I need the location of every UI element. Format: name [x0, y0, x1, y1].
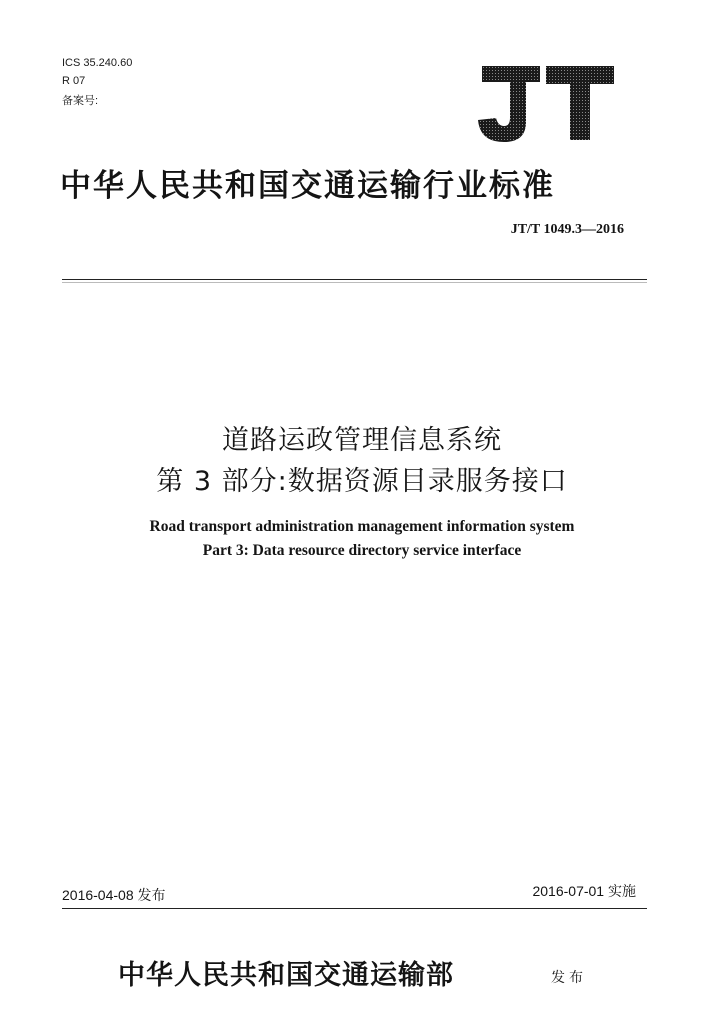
classification-code: R 07: [62, 75, 86, 87]
header-divider: [62, 279, 647, 280]
ics-code: ICS 35.240.60: [62, 57, 133, 69]
title-cn-line1: 道路运政管理信息系统: [222, 425, 502, 456]
standard-code: JT/T 1049.3—2016: [510, 222, 624, 237]
footer-divider: [62, 908, 647, 909]
implementation-date: 2016-07-01 实施: [532, 883, 636, 899]
title-en-line1: Road transport administration management information system: [149, 518, 575, 535]
publisher-name: 中华人民共和国交通运输部: [118, 960, 454, 991]
issue-date: 2016-04-08 发布: [62, 887, 166, 903]
title-cn-line2: 第 3 部分:数据资源目录服务接口: [156, 466, 568, 497]
header-divider-shadow: [62, 282, 647, 283]
publish-label: 发布: [551, 970, 587, 986]
title-en-line2: Part 3: Data resource directory service interface: [202, 542, 522, 559]
jt-logo: [470, 60, 620, 146]
industry-standard-heading: 中华人民共和国交通运输行业标准: [60, 168, 555, 204]
record-number-label: 备案号:: [62, 95, 99, 107]
